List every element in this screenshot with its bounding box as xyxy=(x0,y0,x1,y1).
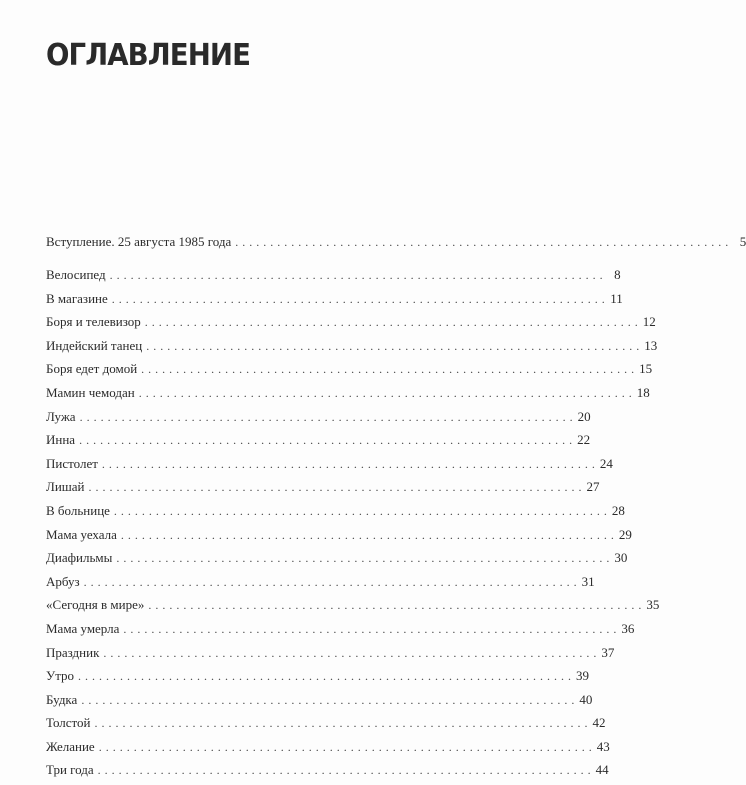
toc-entry-page: 36 xyxy=(621,620,635,636)
dot-leader xyxy=(103,644,596,662)
toc-entry-title: В больнице xyxy=(46,502,110,518)
table-of-contents xyxy=(46,266,660,785)
toc-entry-title: Утро xyxy=(46,668,75,684)
dot-leader xyxy=(95,714,588,732)
toc-entry xyxy=(46,455,613,479)
dot-leader xyxy=(123,620,616,638)
dot-leader xyxy=(102,455,595,473)
dot-leader xyxy=(110,266,603,284)
toc-entry-page: 24 xyxy=(599,455,613,471)
dot-leader xyxy=(78,667,571,685)
toc-entry-title: Арбуз xyxy=(46,573,80,589)
toc-entry-title: Лужа xyxy=(46,408,76,424)
toc-entry-title: Мамин чемодан xyxy=(46,384,135,400)
toc-entry xyxy=(46,573,595,597)
dot-leader xyxy=(148,596,641,614)
toc-entry xyxy=(46,761,609,785)
dot-leader xyxy=(81,691,574,709)
toc-entry-title: Пистолет xyxy=(46,455,98,471)
toc-entry-page: 27 xyxy=(586,479,600,495)
toc-entry-page: 39 xyxy=(576,668,590,684)
toc-entry xyxy=(46,549,628,573)
toc-entry-page: 29 xyxy=(618,526,632,542)
dot-leader xyxy=(99,738,592,756)
dot-leader xyxy=(89,478,582,496)
toc-entry-title: Боря и телевизор xyxy=(46,314,141,330)
toc-entry-title: Толстой xyxy=(46,715,91,731)
dot-leader xyxy=(235,233,728,251)
toc-entry xyxy=(46,691,593,715)
toc-entry-page: 22 xyxy=(577,432,591,448)
toc-entry xyxy=(46,360,653,384)
dot-leader xyxy=(84,573,577,591)
toc-entry-title: Три года xyxy=(46,762,94,778)
dot-leader xyxy=(98,761,591,779)
toc-entry-page: 31 xyxy=(581,573,595,589)
toc-entry-title: Велосипед xyxy=(46,267,106,282)
dot-leader xyxy=(121,526,614,544)
toc-entry xyxy=(46,738,610,762)
dot-leader xyxy=(139,384,632,402)
toc-entry xyxy=(46,644,615,668)
toc-entry-title: Вступление. 25 августа 1985 года xyxy=(46,234,232,249)
toc-entry-page: 12 xyxy=(642,314,656,330)
toc-entry-page: 11 xyxy=(610,290,623,306)
toc-entry xyxy=(46,620,635,644)
toc-entry-title: Мама умерла xyxy=(46,620,120,636)
toc-entry-page: 18 xyxy=(636,384,650,400)
toc-entry-title: Мама уехала xyxy=(46,526,117,542)
toc-entry-page: 15 xyxy=(639,361,653,377)
toc-entry-page: 8 xyxy=(614,267,621,282)
toc-entry xyxy=(46,431,591,455)
toc-entry-title: «Сегодня в мире» xyxy=(46,597,145,613)
toc-entry-page: 40 xyxy=(579,691,593,707)
toc-entry xyxy=(46,478,600,502)
toc-entry xyxy=(46,337,658,361)
toc-entry-page: 37 xyxy=(601,644,615,660)
toc-entry xyxy=(46,667,590,691)
dot-leader xyxy=(79,431,572,449)
toc-entry xyxy=(46,290,623,314)
toc-entry-page: 42 xyxy=(592,715,606,731)
dot-leader xyxy=(112,290,605,308)
toc-entry-title: Боря едет домой xyxy=(46,361,138,377)
toc-entry-title: В магазине xyxy=(46,290,108,306)
toc-entry-page: 30 xyxy=(614,550,628,566)
toc-entry-title: Инна xyxy=(46,432,76,448)
dot-leader xyxy=(141,360,634,378)
page-title: ОГЛАВЛЕНИЕ xyxy=(46,38,251,73)
toc-entry-page: 20 xyxy=(577,408,591,424)
dot-leader xyxy=(145,313,638,331)
toc-entry-page: 28 xyxy=(611,502,625,518)
dot-leader xyxy=(116,549,609,567)
toc-entry-title: Лишай xyxy=(46,479,85,495)
dot-leader xyxy=(114,502,607,520)
toc-entry-page: 13 xyxy=(644,337,658,353)
toc-entry-page: 44 xyxy=(595,762,609,778)
toc-entry-page: 35 xyxy=(646,597,660,613)
toc-entry-title: Желание xyxy=(46,738,95,754)
dot-leader xyxy=(146,337,639,355)
toc-entry xyxy=(46,408,591,432)
dot-leader xyxy=(80,408,573,426)
toc-entry xyxy=(46,313,656,337)
toc-entry-page: 43 xyxy=(596,738,610,754)
toc-entry-title: Будка xyxy=(46,691,78,707)
toc-entry xyxy=(46,596,660,620)
toc-entry-title: Диафильмы xyxy=(46,550,113,566)
toc-entry xyxy=(46,714,606,738)
toc-entry-intro xyxy=(46,233,746,257)
toc-intro xyxy=(46,233,746,257)
toc-entry xyxy=(46,384,650,408)
toc-entry-title: Индейский танец xyxy=(46,337,143,353)
toc-entry xyxy=(46,502,625,526)
toc-entry xyxy=(46,526,632,550)
toc-entry-title: Праздник xyxy=(46,644,100,660)
toc-entry xyxy=(46,266,621,290)
toc-entry-page: 5 xyxy=(739,234,746,249)
